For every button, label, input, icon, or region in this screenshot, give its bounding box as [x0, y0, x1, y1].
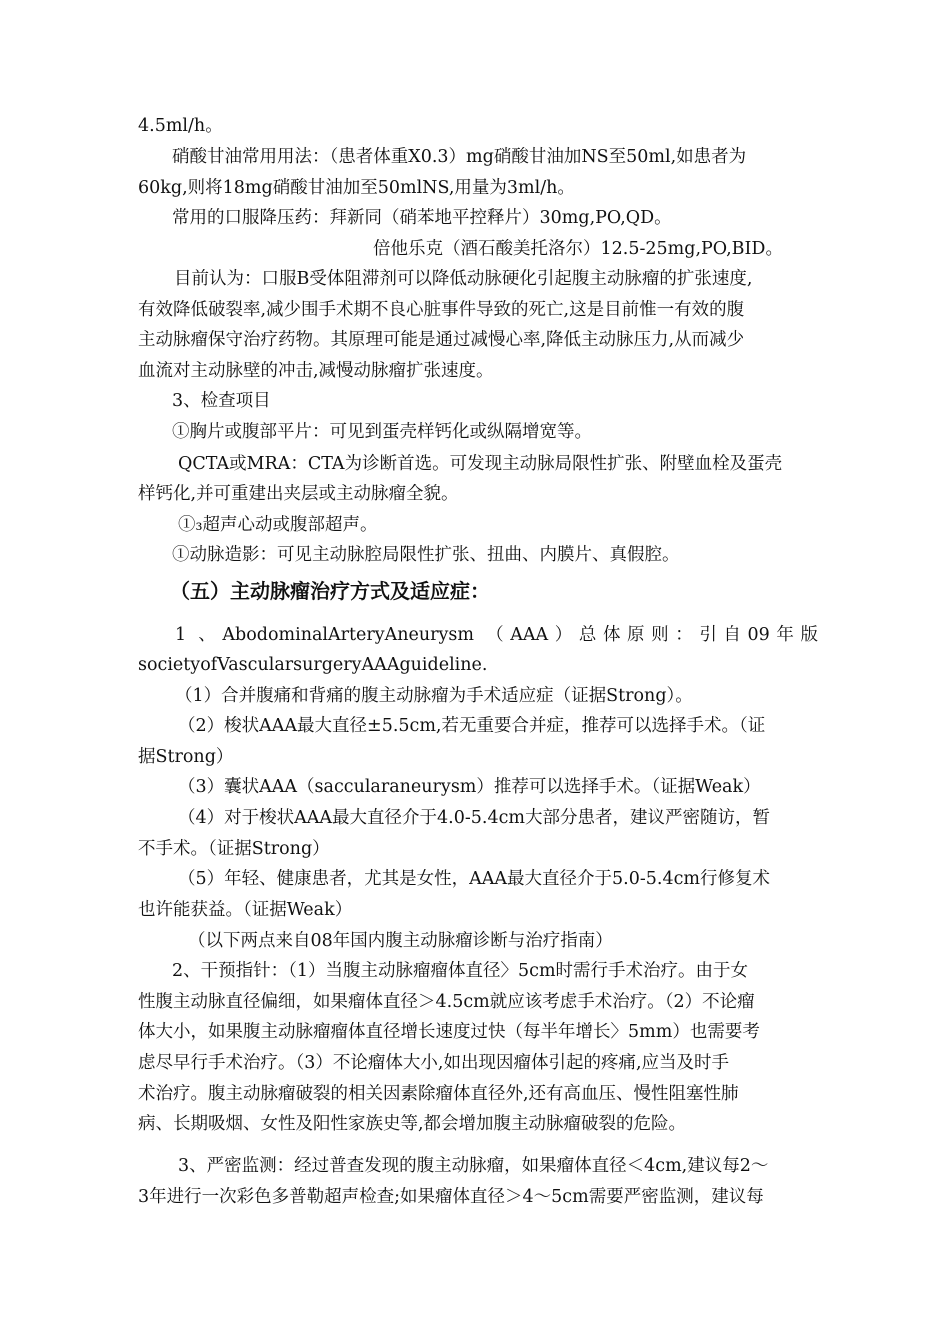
- text-line: QCTA或MRA：CTA为诊断首选。可发现主动脉局限性扩张、附壁血栓及蛋壳: [178, 454, 783, 474]
- text-line: 常用的口服降压药：拜新同（硝苯地平控释片）30mg,PO,QD。: [172, 208, 672, 228]
- text-line: ①动脉造影：可见主动脉腔局限性扩张、扭曲、内膜片、真假腔。: [172, 545, 680, 565]
- text-line: 60kg,则将18mg硝酸甘油加至50mlNS,用量为3ml/h。: [138, 178, 575, 198]
- text-line: 3、严密监测：经过普查发现的腹主动脉瘤，如果瘤体直径＜4cm,建议每2〜: [178, 1156, 769, 1176]
- section-heading: （五）主动脉瘤治疗方式及适应症：: [170, 579, 490, 603]
- text-line: （5）年轻、健康患者，尤其是女性，AAA最大直径介于5.0-5.4cm行修复术: [178, 869, 771, 889]
- text-line: （以下两点来自08年国内腹主动脉瘤诊断与治疗指南）: [188, 931, 613, 951]
- text-line: （1）合并腹痛和背痛的腹主动脉瘤为手术适应症（证据Strong）。: [175, 686, 693, 706]
- text-line: ①₃超声心动或腹部超声。: [178, 515, 378, 535]
- text-line: 样钙化,并可重建出夹层或主动脉瘤全貌。: [138, 484, 459, 504]
- text-line: 主动脉瘤保守治疗药物。其原理可能是通过减慢心率,降低主动脉压力,从而减少: [138, 330, 745, 350]
- text-line: 术治疗。腹主动脉瘤破裂的相关因素除瘤体直径外,还有高血压、慢性阻塞性肺: [138, 1084, 739, 1104]
- text-line: 性腹主动脉直径偏细，如果瘤体直径＞4.5cm就应该考虑手术治疗。（2）不论瘤: [138, 992, 755, 1012]
- text-line: （4）对于梭状AAA最大直径介于4.0-5.4cm大部分患者，建议严密随访，暂: [178, 808, 771, 828]
- text-line: 据Strong）: [138, 747, 234, 767]
- text-line: 体大小，如果腹主动脉瘤瘤体直径增长速度过快（每半年增长〉5mm）也需要考: [138, 1022, 760, 1042]
- text-line: 4.5ml/h。: [138, 116, 223, 136]
- text-line: societyofVascularsurgeryAAAguideline.: [138, 655, 488, 675]
- text-line: 3、检查项目: [172, 391, 271, 411]
- text-line: 硝酸甘油常用用法：（患者体重X0.3）mg硝酸甘油加NS至50ml,如患者为: [172, 147, 747, 167]
- text-line: ①胸片或腹部平片：可见到蛋壳样钙化或纵隔增宽等。: [172, 422, 592, 442]
- text-line: 倍他乐克（酒石酸美托洛尔）12.5-25mg,PO,BID。: [373, 239, 783, 259]
- text-line: 目前认为：口服B受体阻滞剂可以降低动脉硬化引起腹主动脉瘤的扩张速度,: [174, 269, 753, 289]
- text-line: 病、长期吸烟、女性及阳性家族史等,都会增加腹主动脉瘤破裂的危险。: [138, 1114, 687, 1134]
- text-line: 1 、AbodominalArteryAneurysm （AAA）总体原则：引自09年版: [175, 625, 818, 645]
- text-line: （3）囊状AAA（saccularaneurysm）推荐可以选择手术。（证据Weak）: [178, 777, 761, 797]
- text-line: （2）梭状AAA最大直径±5.5cm,若无重要合并症，推荐可以选择手术。（证: [178, 716, 766, 736]
- text-line: 3年进行一次彩色多普勒超声检查;如果瘤体直径＞4〜5cm需要严密监测，建议每: [138, 1187, 764, 1207]
- text-line: 也许能获益。（证据Weak）: [138, 900, 353, 920]
- text-line: 血流对主动脉壁的冲击,减慢动脉瘤扩张速度。: [138, 361, 494, 381]
- text-line: 不手术。（证据Strong）: [138, 839, 330, 859]
- text-line: 虑尽早行手术治疗。（3）不论瘤体大小,如出现因瘤体引起的疼痛,应当及时手: [138, 1053, 730, 1073]
- text-line: 2、干预指针：（1）当腹主动脉瘤瘤体直径〉5cm时需行手术治疗。由于女: [172, 961, 749, 981]
- text-line: 有效降低破裂率,减少围手术期不良心脏事件导致的死亡,这是目前惟一有效的腹: [138, 300, 745, 320]
